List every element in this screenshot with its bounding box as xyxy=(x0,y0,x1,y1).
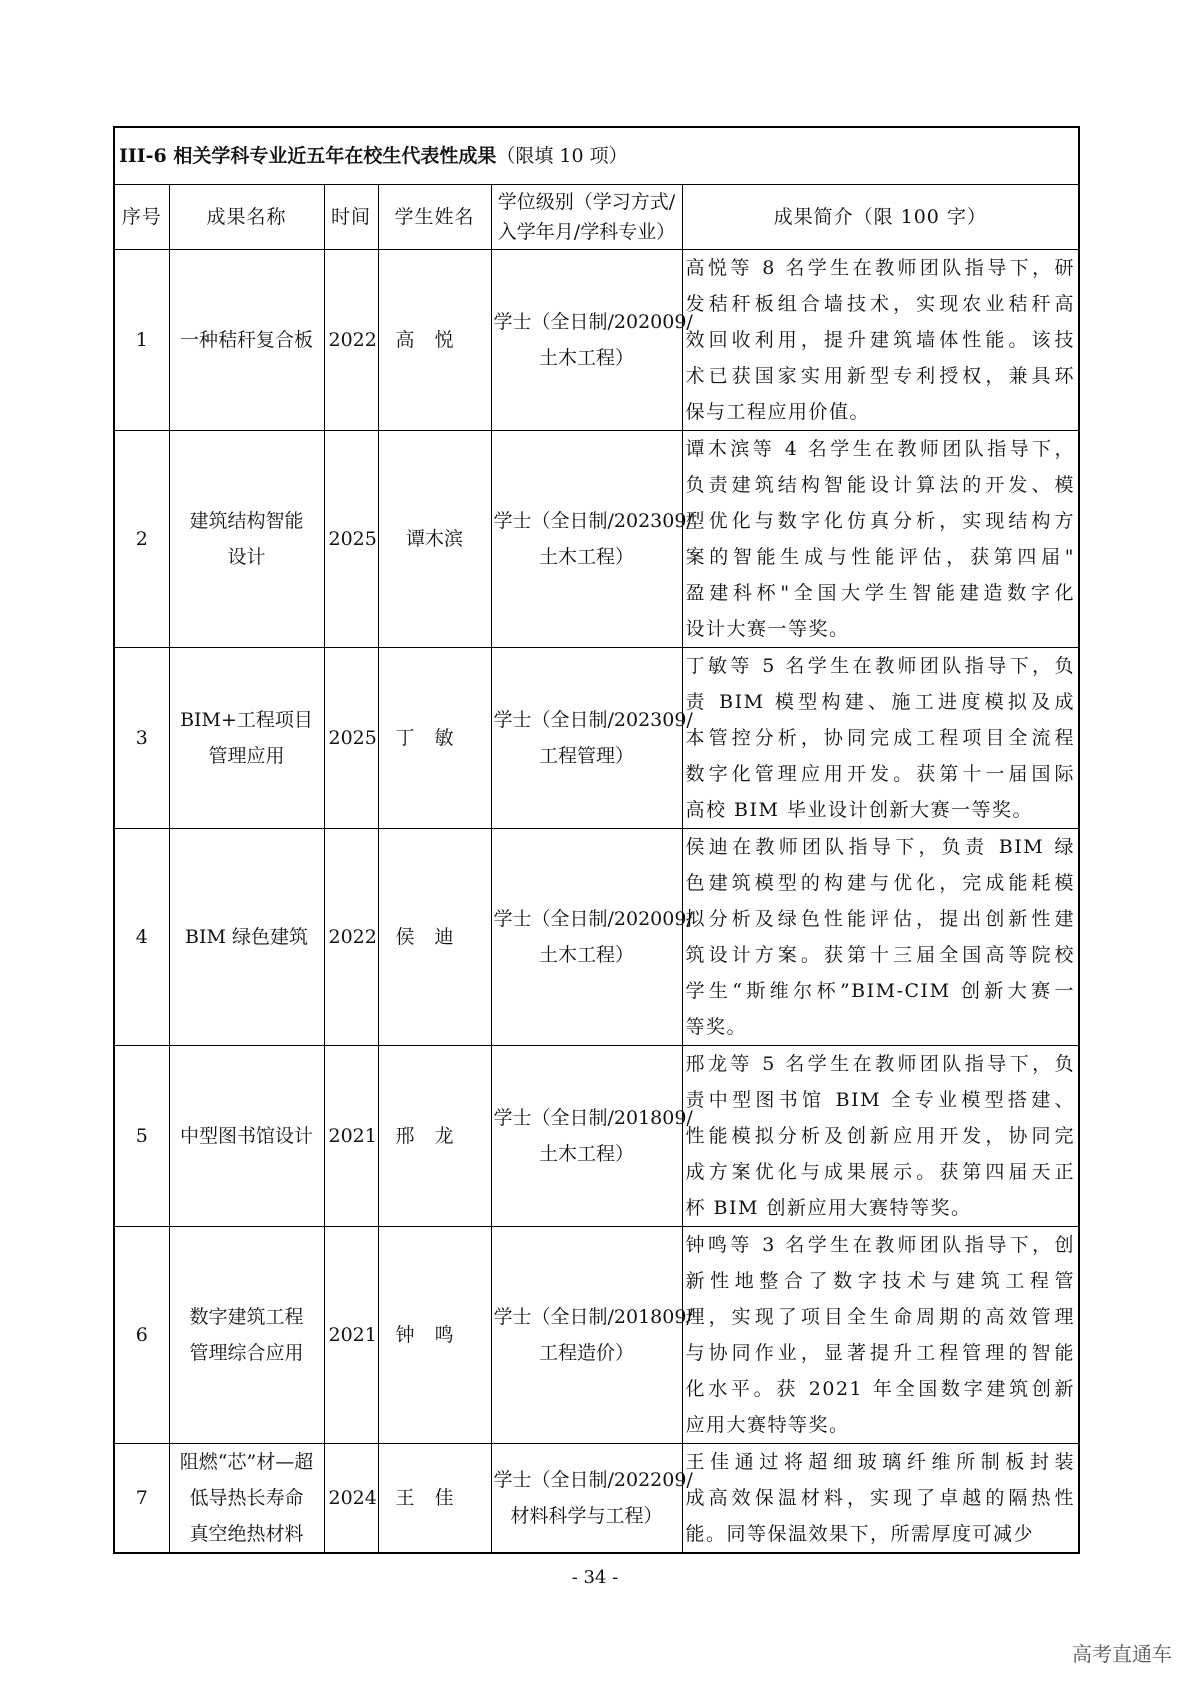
summary-line: 保与工程应用价值。 xyxy=(685,401,871,423)
student-name: 邢龙 xyxy=(378,1046,491,1227)
summary-line: 发秸秆板组合墙技术，实现农业秸秆高 xyxy=(685,293,1076,315)
page-number: - 34 - xyxy=(571,1567,619,1588)
achievement-summary xyxy=(682,1046,1079,1227)
achievement-time: 2025 xyxy=(324,648,378,829)
section-title-bold: III-6 相关学科专业近五年在校生代表性成果 xyxy=(119,145,497,167)
summary-line: 钟鸣等 3 名学生在教师团队指导下，创 xyxy=(685,1234,1076,1256)
achievement-summary xyxy=(682,431,1079,648)
achievement-name xyxy=(169,1046,324,1227)
achievement-time: 2021 xyxy=(324,1227,378,1444)
summary-line: 王佳通过将超细玻璃纤维所制板封装 xyxy=(685,1451,1076,1473)
achievement-name-line: 低导热长寿命 xyxy=(189,1487,304,1509)
achievement-time: 2022 xyxy=(324,829,378,1046)
student-name: 王佳 xyxy=(378,1444,491,1554)
header-index: 序号 xyxy=(114,185,169,250)
summary-line: 理，实现了项目全生命周期的高效管理 xyxy=(685,1306,1076,1328)
row-index: 5 xyxy=(114,1046,169,1227)
achievement-name xyxy=(169,1444,324,1554)
student-name: 侯迪 xyxy=(378,829,491,1046)
summary-line: 成方案优化与成果展示。获第四届天正 xyxy=(685,1161,1076,1183)
header-time: 时间 xyxy=(324,185,378,250)
summary-line: 等奖。 xyxy=(685,1016,748,1038)
degree-line: 学士（全日制/201809/ xyxy=(493,1107,693,1129)
degree-info xyxy=(491,648,693,829)
achievement-name xyxy=(169,829,324,1046)
summary-line: 型优化与数字化仿真分析，实现结构方 xyxy=(685,510,1076,532)
achievement-name-line: BIM 绿色建筑 xyxy=(185,926,308,948)
student-name: 钟鸣 xyxy=(378,1227,491,1444)
achievement-summary xyxy=(682,829,1079,1046)
achievement-name-line: 管理应用 xyxy=(208,745,285,767)
achievement-time: 2022 xyxy=(324,250,378,431)
row-index: 7 xyxy=(114,1444,169,1554)
row-index: 1 xyxy=(114,250,169,431)
degree-line: 土木工程） xyxy=(538,944,634,966)
table-row xyxy=(114,829,1079,1046)
summary-line: 案的智能生成与性能评估，获第四届" xyxy=(685,546,1076,568)
degree-line: 学士（全日制/202209/ xyxy=(493,1469,693,1491)
degree-info xyxy=(491,829,693,1046)
summary-line: 负责建筑结构智能设计算法的开发、模 xyxy=(685,474,1076,496)
summary-line: 能。同等保温效果下，所需厚度可减少 xyxy=(685,1523,1035,1545)
degree-line: 学士（全日制/202309/ xyxy=(493,510,693,532)
summary-line: 筑设计方案。获第十三届全国高等院校 xyxy=(685,944,1076,966)
summary-line: 责 BIM 模型构建、施工进度模拟及成 xyxy=(685,691,1076,713)
degree-line: 土木工程） xyxy=(538,1143,634,1165)
header-student: 学生姓名 xyxy=(378,185,491,250)
degree-info xyxy=(491,250,693,431)
achievement-name-line: 建筑结构智能 xyxy=(189,510,304,532)
table-row xyxy=(114,1444,1079,1554)
row-index: 6 xyxy=(114,1227,169,1444)
achievement-name xyxy=(169,250,324,431)
degree-line: 学士（全日制/202009/ xyxy=(493,908,693,930)
table-row xyxy=(114,1046,1079,1227)
achievement-summary xyxy=(682,1444,1079,1554)
summary-line: 术已获国家实用新型专利授权，兼具环 xyxy=(685,365,1076,387)
summary-line: 新性地整合了数字技术与建筑工程管 xyxy=(685,1270,1076,1292)
summary-line: 高悦等 8 名学生在教师团队指导下，研 xyxy=(685,257,1076,279)
degree-line: 工程管理） xyxy=(538,745,634,767)
degree-info xyxy=(491,1227,693,1444)
achievement-summary xyxy=(682,1227,1079,1444)
header-row xyxy=(114,185,1079,250)
student-name: 丁敏 xyxy=(378,648,491,829)
summary-line: 盈建科杯"全国大学生智能建造数字化 xyxy=(685,582,1076,604)
summary-line: 邢龙等 5 名学生在教师团队指导下，负 xyxy=(685,1053,1076,1075)
summary-line: 数字化管理应用开发。获第十一届国际 xyxy=(685,763,1076,785)
achievement-summary xyxy=(682,648,1079,829)
achievement-name xyxy=(169,431,324,648)
degree-line: 学士（全日制/202309/ xyxy=(493,709,693,731)
summary-line: 成高效保温材料，实现了卓越的隔热性 xyxy=(685,1487,1076,1509)
achievement-time: 2024 xyxy=(324,1444,378,1554)
summary-line: 高校 BIM 毕业设计创新大赛一等奖。 xyxy=(685,799,1034,821)
achievement-name-line: BIM+工程项目 xyxy=(180,709,313,731)
achievement-name-line: 一种秸秆复合板 xyxy=(179,329,313,351)
summary-line: 谭木滨等 4 名学生在教师团队指导下， xyxy=(685,438,1076,460)
table-row xyxy=(114,250,1079,431)
row-index: 4 xyxy=(114,829,169,1046)
achievement-name-line: 管理综合应用 xyxy=(189,1342,304,1364)
achievement-name xyxy=(169,1227,324,1444)
watermark: 高考直通车 xyxy=(1072,1642,1172,1666)
degree-line: 工程造价） xyxy=(538,1342,634,1364)
title-row xyxy=(114,127,1079,185)
degree-line: 材料科学与工程） xyxy=(510,1505,663,1527)
header-degree-line2: 入学年月/学科专业） xyxy=(497,221,676,243)
achievement-name-line: 数字建筑工程 xyxy=(189,1306,304,1328)
achievement-time: 2021 xyxy=(324,1046,378,1227)
summary-line: 应用大赛特等奖。 xyxy=(685,1414,850,1436)
degree-line: 学士（全日制/202009/ xyxy=(493,311,693,333)
summary-line: 拟分析及绿色性能评估，提出创新性建 xyxy=(685,908,1076,930)
header-degree xyxy=(491,185,682,250)
table-row xyxy=(114,648,1079,829)
header-degree-line1: 学位级别（学习方式/ xyxy=(497,191,676,213)
row-index: 2 xyxy=(114,431,169,648)
degree-info xyxy=(491,1444,693,1554)
summary-line: 化水平。获 2021 年全国数字建筑创新 xyxy=(685,1378,1076,1400)
section-title-note: （限填 10 项） xyxy=(496,145,628,167)
summary-line: 效回收利用，提升建筑墙体性能。该技 xyxy=(685,329,1076,351)
summary-line: 设计大赛一等奖。 xyxy=(685,618,850,640)
summary-line: 性能模拟分析及创新应用开发，协同完 xyxy=(685,1125,1076,1147)
student-name: 谭木滨 xyxy=(378,431,491,648)
achievement-summary xyxy=(682,250,1079,431)
degree-info xyxy=(491,1046,693,1227)
table-row xyxy=(114,1227,1079,1444)
achievement-name xyxy=(169,648,324,829)
header-name: 成果名称 xyxy=(169,185,324,250)
table-row xyxy=(114,431,1079,648)
achievement-name-line: 设计 xyxy=(227,546,266,568)
student-name: 高悦 xyxy=(378,250,491,431)
achievement-time: 2025 xyxy=(324,431,378,648)
achievement-name-line: 真空绝热材料 xyxy=(189,1523,304,1545)
summary-line: 学生“斯维尔杯”BIM-CIM 创新大赛一 xyxy=(685,980,1076,1002)
summary-line: 与协同作业，显著提升工程管理的智能 xyxy=(685,1342,1076,1364)
summary-line: 责中型图书馆 BIM 全专业模型搭建、 xyxy=(685,1089,1076,1111)
achievement-name-line: 中型图书馆设计 xyxy=(179,1125,313,1147)
section-title xyxy=(114,127,1079,185)
summary-line: 色建筑模型的构建与优化，完成能耗模 xyxy=(685,872,1076,894)
summary-line: 本管控分析，协同完成工程项目全流程 xyxy=(685,727,1076,749)
summary-line: 杯 BIM 创新应用大赛特等奖。 xyxy=(685,1197,972,1219)
degree-line: 学士（全日制/201809/ xyxy=(493,1306,693,1328)
summary-line: 丁敏等 5 名学生在教师团队指导下，负 xyxy=(685,655,1076,677)
row-index: 3 xyxy=(114,648,169,829)
degree-line: 土木工程） xyxy=(538,546,634,568)
degree-info xyxy=(491,431,693,648)
achievement-name-line: 阻燃“芯”材—超 xyxy=(179,1451,314,1473)
achievements-table xyxy=(113,126,1080,1554)
summary-line: 侯迪在教师团队指导下，负责 BIM 绿 xyxy=(685,836,1076,858)
degree-line: 土木工程） xyxy=(538,347,634,369)
header-summary: 成果简介（限 100 字） xyxy=(682,185,1079,250)
